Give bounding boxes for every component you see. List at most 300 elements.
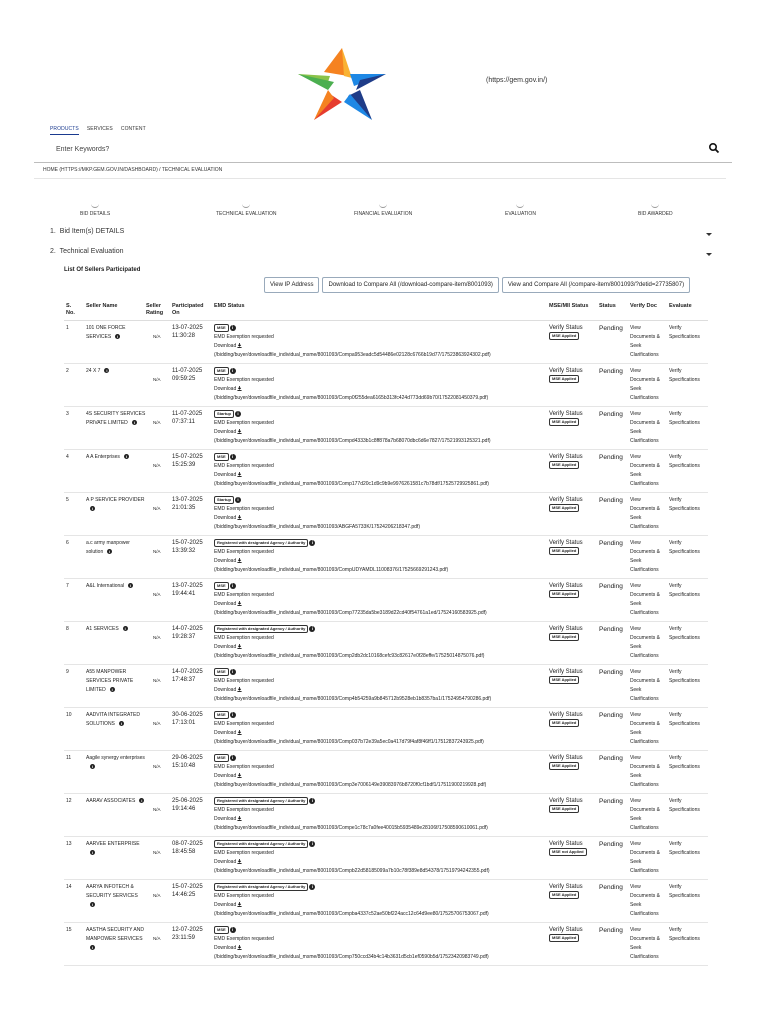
table-row [64, 321, 708, 364]
download-file-path[interactable]: (/bidding/buyer/downloadfile_individual_msme/8001093/Compb22d58185099a7b10c78f389e8d54378/17519794242355.pdf) [214, 868, 490, 874]
view-documents-link[interactable]: View Documents & Seek Clarifications [630, 927, 661, 960]
emd-status [214, 883, 544, 919]
info-icon[interactable]: i [230, 669, 236, 675]
emd-status [214, 539, 544, 575]
emd-badge-line [214, 367, 544, 376]
table-row [64, 708, 708, 751]
download-file-path[interactable]: (/bidding/buyer/downloadfile_individual_msme/8001093/Comp4b54259a9b845712b9528eb1b8357ba1/17524954790286.pdf) [214, 696, 492, 702]
info-icon[interactable]: i [230, 755, 236, 761]
nav-services[interactable]: SERVICES [86, 126, 113, 132]
verify-status-label[interactable]: Verify Status [549, 454, 583, 460]
breadcrumb[interactable]: HOME (HTTPS://MKP.GEM.GOV.IN/DASHBOARD) / TECHNICAL EVALUATION [43, 167, 223, 173]
info-icon[interactable]: i [106, 368, 108, 373]
info-icon[interactable]: i [230, 325, 236, 331]
verify-status-label[interactable]: Verify Status [549, 755, 583, 761]
row-sno: 5 [66, 497, 69, 503]
view-documents-link[interactable]: View Documents & Seek Clarifications [630, 669, 661, 702]
participated-time: 11:30:28 [172, 333, 195, 339]
view-documents-link[interactable]: View Documents & Seek Clarifications [630, 497, 661, 530]
mse-applied-badge: MSE Applied [549, 332, 579, 340]
seller-category-badge: MSE [214, 324, 229, 332]
caret-down-icon [706, 253, 712, 256]
emd-exemption-text: EMD Exemption requested [214, 807, 274, 813]
emd-exemption-text: EMD Exemption requested [214, 592, 274, 598]
download-file-path[interactable]: (/bidding/buyer/downloadfile_individual_msme/8001093/Comp750ccd34b4c14b3631d5cb1ef0590b5d/17523420983749.pdf) [214, 954, 489, 960]
download-icon[interactable] [237, 644, 242, 649]
step-label: FINANCIAL EVALUATION [354, 211, 413, 217]
mse-status-cell [549, 883, 583, 900]
mse-status-cell [549, 324, 583, 341]
accordion-technical-evaluation[interactable] [50, 248, 718, 266]
row-sno: 10 [66, 712, 72, 718]
step-label: TECHNICAL EVALUATION [216, 211, 277, 217]
info-icon[interactable]: i [309, 626, 315, 632]
seller-category-badge: MSE [214, 711, 229, 719]
step-label: BID DETAILS [80, 211, 111, 217]
participated-time: 09:59:25 [172, 376, 196, 382]
participated-date: 14-07-2025 [172, 626, 203, 632]
action-buttons [264, 277, 690, 293]
download-line [214, 643, 544, 652]
row-sno: 1 [66, 325, 69, 331]
info-icon[interactable]: i [309, 540, 315, 546]
verify-specifications-link[interactable]: Verify Specifications [669, 712, 700, 727]
participated-date: 12-07-2025 [172, 927, 203, 933]
seller-name-cell [86, 367, 146, 376]
mse-status-cell [549, 668, 583, 685]
participated-date: 14-07-2025 [172, 669, 203, 675]
download-link[interactable]: Download [214, 558, 237, 564]
info-icon[interactable]: i [109, 549, 111, 554]
verify-status-label[interactable]: Verify Status [549, 325, 583, 331]
download-link[interactable]: Download [214, 902, 237, 908]
info-icon[interactable]: i [124, 626, 126, 631]
emd-exemption-text: EMD Exemption requested [214, 893, 274, 899]
mse-applied-badge: MSE Applied [549, 461, 579, 469]
seller-name-cell [86, 410, 146, 428]
verify-status-label[interactable]: Verify Status [549, 368, 583, 374]
table-row [64, 880, 708, 923]
row-sno: 8 [66, 626, 69, 632]
participated-on [172, 539, 203, 555]
download-line [214, 858, 544, 867]
verify-status-label[interactable]: Verify Status [549, 669, 583, 675]
mse-status-cell [549, 840, 587, 857]
participated-on [172, 625, 203, 641]
info-icon[interactable]: i [235, 497, 241, 503]
verify-status-label[interactable]: Verify Status [549, 411, 583, 417]
row-sno: 6 [66, 540, 69, 546]
seller-name-cell [86, 582, 146, 591]
header-sno: S. No. [66, 303, 75, 316]
verify-specifications-link[interactable]: Verify Specifications [669, 368, 700, 383]
seller-name: AADVITA INTEGRATED SOLUTIONS [86, 712, 140, 727]
participated-date: 11-07-2025 [172, 368, 203, 374]
top-nav [50, 126, 146, 135]
row-sno: 15 [66, 927, 72, 933]
mse-status-cell [549, 410, 583, 427]
verify-status-label[interactable]: Verify Status [549, 626, 583, 632]
participated-on [172, 496, 203, 512]
view-documents-link[interactable]: View Documents & Seek Clarifications [630, 626, 661, 659]
status-pending: Pending [599, 583, 623, 590]
seller-category-badge: Startup [214, 496, 234, 504]
verify-status-label[interactable]: Verify Status [549, 798, 583, 804]
participated-on [172, 582, 203, 598]
info-icon[interactable]: i [230, 712, 236, 718]
verify-specifications-link[interactable]: Verify Specifications [669, 884, 700, 899]
download-file-path[interactable]: (/bidding/buyer/downloadfile_individual_msme/8001093/ABGFA5733K/17524206218347.pdf) [214, 524, 420, 530]
view-documents-link[interactable]: View Documents & Seek Clarifications [630, 325, 661, 358]
verify-status-label[interactable]: Verify Status [549, 497, 583, 503]
status-pending: Pending [599, 540, 623, 547]
participated-time: 07:37:11 [172, 419, 195, 425]
row-sno: 14 [66, 884, 72, 890]
download-icon[interactable] [237, 558, 242, 563]
search-input[interactable] [56, 141, 656, 157]
emd-exemption-text: EMD Exemption requested [214, 463, 274, 469]
info-icon[interactable]: i [235, 411, 241, 417]
emd-badge-line [214, 754, 544, 763]
download-link[interactable]: Download [214, 429, 237, 435]
participated-date: 13-07-2025 [172, 497, 203, 503]
download-link[interactable]: Download [214, 644, 237, 650]
seller-name: Aagile synergy enterprises [86, 755, 145, 761]
emd-status [214, 582, 544, 618]
emd-status [214, 926, 544, 962]
seller-name-cell [86, 324, 146, 342]
download-link[interactable]: Download [214, 945, 237, 951]
download-icon[interactable] [237, 859, 242, 864]
verify-specifications-link[interactable]: Verify Specifications [669, 411, 700, 426]
verify-status-label[interactable]: Verify Status [549, 927, 583, 933]
verify-specifications-link[interactable]: Verify Specifications [669, 626, 700, 641]
download-line [214, 901, 544, 910]
download-file-path[interactable]: (/bidding/buyer/downloadfile_individual_msme/8001093/Comp77235da5be3189d22cd40f54761a1ed/17524160583925.pdf) [214, 610, 487, 616]
header-participated-on: Participated On [172, 303, 204, 316]
download-line [214, 514, 544, 523]
header-verify-doc: Verify Doc [630, 303, 657, 309]
download-link[interactable]: Download [214, 859, 237, 865]
sellers-list-title: List Of Sellers Participated [64, 267, 141, 273]
verify-specifications-link[interactable]: Verify Specifications [669, 798, 700, 813]
download-file-path[interactable]: (/bidding/buyer/downloadfile_individual_msme/8001093/Compd4333b1c8ff878a7b68070dbc6d6e7827/17521993125321.pdf) [214, 438, 491, 444]
emd-badge-line [214, 797, 544, 806]
download-file-path[interactable]: (/bidding/buyer/downloadfile_individual_msme/8001093/Compe1c78c7a0fee40015b5935489e28106f/17508590610061.pdf) [214, 825, 488, 831]
table-row [64, 837, 708, 880]
download-line [214, 342, 544, 351]
header-emd-status: EMD Status [214, 303, 245, 309]
verify-specifications-link[interactable]: Verify Specifications [669, 927, 700, 942]
emd-status [214, 797, 544, 833]
seller-name-cell [86, 797, 146, 806]
emd-badge-line [214, 453, 544, 462]
download-icon[interactable] [237, 730, 242, 735]
participated-time: 21:01:35 [172, 505, 196, 511]
step-label: BID AWARDED [638, 211, 673, 217]
download-file-path[interactable]: (/bidding/buyer/downloadfile_individual_msme/8001093/Comp0f255dea6165b313fc424d773dd69b70/17522081450379.pdf) [214, 395, 489, 401]
sellers-table [64, 301, 708, 966]
seller-rating: N/A [153, 850, 161, 855]
participated-on [172, 840, 203, 856]
verify-specifications-link[interactable]: Verify Specifications [669, 755, 700, 770]
mse-status-cell [549, 711, 583, 728]
view-documents-link[interactable]: View Documents & Seek Clarifications [630, 540, 661, 573]
download-link[interactable]: Download [214, 386, 237, 392]
emd-status [214, 410, 544, 446]
participated-time: 18:45:58 [172, 849, 196, 855]
header-evaluate: Evaluate [669, 303, 692, 309]
view-documents-link[interactable]: View Documents & Seek Clarifications [630, 411, 661, 444]
emd-badge-line [214, 496, 544, 505]
verify-specifications-link[interactable]: Verify Specifications [669, 454, 700, 469]
view-compare-button[interactable]: View and Compare All (/compare-item/8001093/?detid=27735807) [502, 277, 690, 293]
download-file-path[interactable]: (/bidding/buyer/downloadfile_individual_msme/8001093/Compba4337c52ae50bf224acc12c64d9ee80/17525706753067.pdf) [214, 911, 489, 917]
verify-specifications-link[interactable]: Verify Specifications [669, 669, 700, 684]
table-row [64, 536, 708, 579]
download-icon[interactable] [237, 386, 242, 391]
emd-exemption-text: EMD Exemption requested [214, 635, 274, 641]
status-pending: Pending [599, 669, 623, 676]
header-mse-status: MSE/MII Status [549, 303, 589, 309]
seller-name-cell [86, 883, 146, 910]
participated-on [172, 453, 203, 469]
info-icon[interactable]: i [309, 798, 315, 804]
view-documents-link[interactable]: View Documents & Seek Clarifications [630, 368, 661, 401]
seller-category-badge: Registered with designated Agency / Authority [214, 840, 308, 848]
view-documents-link[interactable]: View Documents & Seek Clarifications [630, 841, 661, 874]
download-icon[interactable] [237, 343, 242, 348]
row-sno: 13 [66, 841, 72, 847]
info-icon[interactable]: i [230, 368, 236, 374]
info-icon[interactable]: i [133, 420, 135, 425]
download-file-path[interactable]: (/bidding/buyer/downloadfile_individual_msme/8001093/Comp2db2dc10168cefc93c82617e0f28effe/17525014875076.pdf) [214, 653, 485, 659]
verify-status-label[interactable]: Verify Status [549, 540, 583, 546]
table-row [64, 622, 708, 665]
download-icon[interactable] [237, 945, 242, 950]
emd-badge-line [214, 840, 544, 849]
info-icon[interactable]: i [309, 841, 315, 847]
info-icon[interactable]: i [91, 764, 94, 769]
emd-exemption-text: EMD Exemption requested [214, 850, 274, 856]
gem-logo[interactable] [294, 44, 390, 124]
seller-name: AARVEE ENTERPRISE [86, 841, 140, 847]
seller-name: A1 SERVICES [86, 626, 119, 632]
download-file-path[interactable]: (/bidding/buyer/downloadfile_individual_msme/8001093/CompUDYAMDL11008376/17525669291243.pdf) [214, 567, 449, 573]
mse-status-cell [549, 582, 583, 599]
download-link[interactable]: Download [214, 343, 237, 349]
info-icon[interactable]: i [230, 583, 236, 589]
seller-name: A&L International [86, 583, 125, 589]
seller-name-cell [86, 754, 146, 772]
download-icon[interactable] [237, 902, 242, 907]
status-pending: Pending [599, 841, 623, 848]
verify-status-label[interactable]: Verify Status [549, 712, 583, 718]
download-icon[interactable] [237, 429, 242, 434]
mse-status-cell [549, 625, 583, 642]
seller-category-badge: MSE [214, 453, 229, 461]
emd-status [214, 754, 544, 790]
seller-name: 4S SECURITY SERVICES PRIVATE LIMITED [86, 411, 146, 426]
seller-rating: N/A [153, 334, 161, 339]
seller-name: A55 MANPOWER SERVICES PRIVATE LIMITED [86, 669, 134, 693]
download-compare-button[interactable]: Download to Compare All (/download-compare-item/8001093) [322, 277, 498, 293]
header-seller-name: Seller Name [86, 303, 118, 309]
status-pending: Pending [599, 798, 623, 805]
download-line [214, 772, 544, 781]
verify-specifications-link[interactable]: Verify Specifications [669, 583, 700, 598]
emd-status [214, 625, 544, 661]
emd-exemption-text: EMD Exemption requested [214, 420, 274, 426]
info-icon[interactable]: i [130, 583, 132, 588]
step-marker-icon [242, 203, 250, 208]
accordion-number: 2. [50, 248, 56, 255]
caret-down-icon [706, 233, 712, 236]
seller-name: AARAV ASSOCIATES [86, 798, 136, 804]
info-icon[interactable]: i [125, 454, 127, 459]
download-link[interactable]: Download [214, 730, 237, 736]
mse-applied-badge: MSE Applied [549, 891, 579, 899]
download-link[interactable]: Download [214, 472, 237, 478]
status-pending: Pending [599, 368, 623, 375]
download-file-path[interactable]: (/bidding/buyer/downloadfile_individual_msme/8001093/Comp177d20c1d9c9b9e9976261581c7b78df/17525729925861.pdf) [214, 481, 489, 487]
seller-rating: N/A [153, 506, 161, 511]
download-link[interactable]: Download [214, 515, 237, 521]
view-documents-link[interactable]: View Documents & Seek Clarifications [630, 798, 661, 831]
accordion-label: Technical Evaluation [59, 248, 124, 255]
download-link[interactable]: Download [214, 687, 237, 693]
download-line [214, 815, 544, 824]
emd-status [214, 453, 544, 489]
info-icon[interactable]: i [309, 884, 315, 890]
mse-applied-badge: MSE Applied [549, 547, 579, 555]
status-pending: Pending [599, 497, 623, 504]
info-icon[interactable]: i [91, 902, 94, 907]
header-status: Status [599, 303, 616, 309]
view-documents-link[interactable]: View Documents & Seek Clarifications [630, 712, 661, 745]
status-pending: Pending [599, 755, 623, 762]
mse-status-cell [549, 754, 583, 771]
download-link[interactable]: Download [214, 816, 237, 822]
download-icon[interactable] [237, 472, 242, 477]
info-icon[interactable]: i [120, 721, 122, 726]
table-body [64, 321, 708, 966]
step-financial-evaluation [354, 203, 412, 217]
info-icon[interactable]: i [230, 454, 236, 460]
row-sno: 3 [66, 411, 69, 417]
participated-date: 30-06-2025 [172, 712, 203, 718]
emd-exemption-text: EMD Exemption requested [214, 549, 274, 555]
info-icon[interactable]: i [111, 687, 113, 692]
emd-badge-line [214, 668, 544, 677]
emd-status [214, 324, 544, 360]
table-row [64, 794, 708, 837]
seller-rating: N/A [153, 893, 161, 898]
verify-specifications-link[interactable]: Verify Specifications [669, 497, 700, 512]
site-link[interactable]: (https://gem.gov.in/) [486, 77, 548, 84]
verify-status-label[interactable]: Verify Status [549, 841, 583, 847]
download-line [214, 944, 544, 953]
step-marker-icon [651, 203, 659, 208]
table-row [64, 751, 708, 794]
seller-name: 101 ONE FORCE SERVICES [86, 325, 126, 340]
participated-on [172, 410, 202, 426]
seller-rating: N/A [153, 592, 161, 597]
participated-time: 15:10:48 [172, 763, 196, 769]
mse-applied-badge: MSE Applied [549, 676, 579, 684]
download-file-path[interactable]: (/bidding/buyer/downloadfile_individual_msme/8001093/Comp3e7006149e39083976b8720f0cf1bdf1/17511900219928.pdf) [214, 782, 487, 788]
download-icon[interactable] [237, 515, 242, 520]
participated-on [172, 754, 203, 770]
participated-date: 15-07-2025 [172, 540, 203, 546]
accordion-number: 1. [50, 228, 56, 235]
info-icon[interactable]: i [230, 927, 236, 933]
seller-name: AASTHA SECURITY AND MANPOWER SERVICES [86, 927, 144, 942]
download-icon[interactable] [237, 601, 242, 606]
verify-specifications-link[interactable]: Verify Specifications [669, 841, 700, 856]
participated-on [172, 324, 203, 340]
download-file-path[interactable]: (/bidding/buyer/downloadfile_individual_msme/8001093/Comp037b72e39a5ec0a417d79f4af8f46ff1/17512837243925.pdf) [214, 739, 484, 745]
nav-content[interactable]: CONTENT [120, 126, 146, 132]
nav-products[interactable]: PRODUCTS [50, 126, 79, 135]
download-line [214, 428, 544, 437]
download-line [214, 600, 544, 609]
emd-badge-line [214, 883, 544, 892]
download-link[interactable]: Download [214, 773, 237, 779]
info-icon[interactable]: i [91, 506, 94, 511]
download-icon[interactable] [237, 816, 242, 821]
seller-name: 24 X 7 [86, 368, 101, 374]
info-icon[interactable]: i [141, 798, 143, 803]
seller-rating: N/A [153, 936, 161, 941]
seller-rating: N/A [153, 678, 161, 683]
verify-status-label[interactable]: Verify Status [549, 583, 583, 589]
participated-time: 15:25:39 [172, 462, 196, 468]
download-icon[interactable] [237, 773, 242, 778]
view-documents-link[interactable]: View Documents & Seek Clarifications [630, 755, 661, 788]
table-row [64, 450, 708, 493]
verify-status-label[interactable]: Verify Status [549, 884, 583, 890]
verify-specifications-link[interactable]: Verify Specifications [669, 540, 700, 555]
download-file-path[interactable]: (/bidding/buyer/downloadfile_individual_msme/8001093/Compa953eadc5d54486e02128c6766b19d77/17523863924302.pdf) [214, 352, 491, 358]
row-sno: 11 [66, 755, 72, 761]
seller-name-cell [86, 926, 146, 953]
header-seller-rating: Seller Rating [146, 303, 164, 316]
info-icon[interactable]: i [117, 334, 119, 339]
info-icon[interactable]: i [91, 850, 94, 855]
view-documents-link[interactable]: View Documents & Seek Clarifications [630, 454, 661, 487]
status-pending: Pending [599, 626, 623, 633]
seller-category-badge: MSE [214, 582, 229, 590]
status-pending: Pending [599, 325, 623, 332]
view-documents-link[interactable]: View Documents & Seek Clarifications [630, 884, 661, 917]
verify-specifications-link[interactable]: Verify Specifications [669, 325, 700, 340]
view-ip-button[interactable]: View IP Address [264, 277, 319, 293]
emd-status [214, 711, 544, 747]
mse-applied-badge: MSE not Applied [549, 848, 587, 856]
view-documents-link[interactable]: View Documents & Seek Clarifications [630, 583, 661, 616]
download-link[interactable]: Download [214, 601, 237, 607]
seller-category-badge: Registered with designated Agency / Authority [214, 539, 308, 547]
download-icon[interactable] [237, 687, 242, 692]
participated-time: 13:39:32 [172, 548, 196, 554]
search-icon[interactable] [708, 142, 720, 154]
participated-on [172, 367, 202, 383]
seller-rating: N/A [153, 420, 161, 425]
accordion-bid-items[interactable] [50, 228, 718, 246]
mse-status-cell [549, 496, 583, 513]
info-icon[interactable]: i [91, 945, 94, 950]
